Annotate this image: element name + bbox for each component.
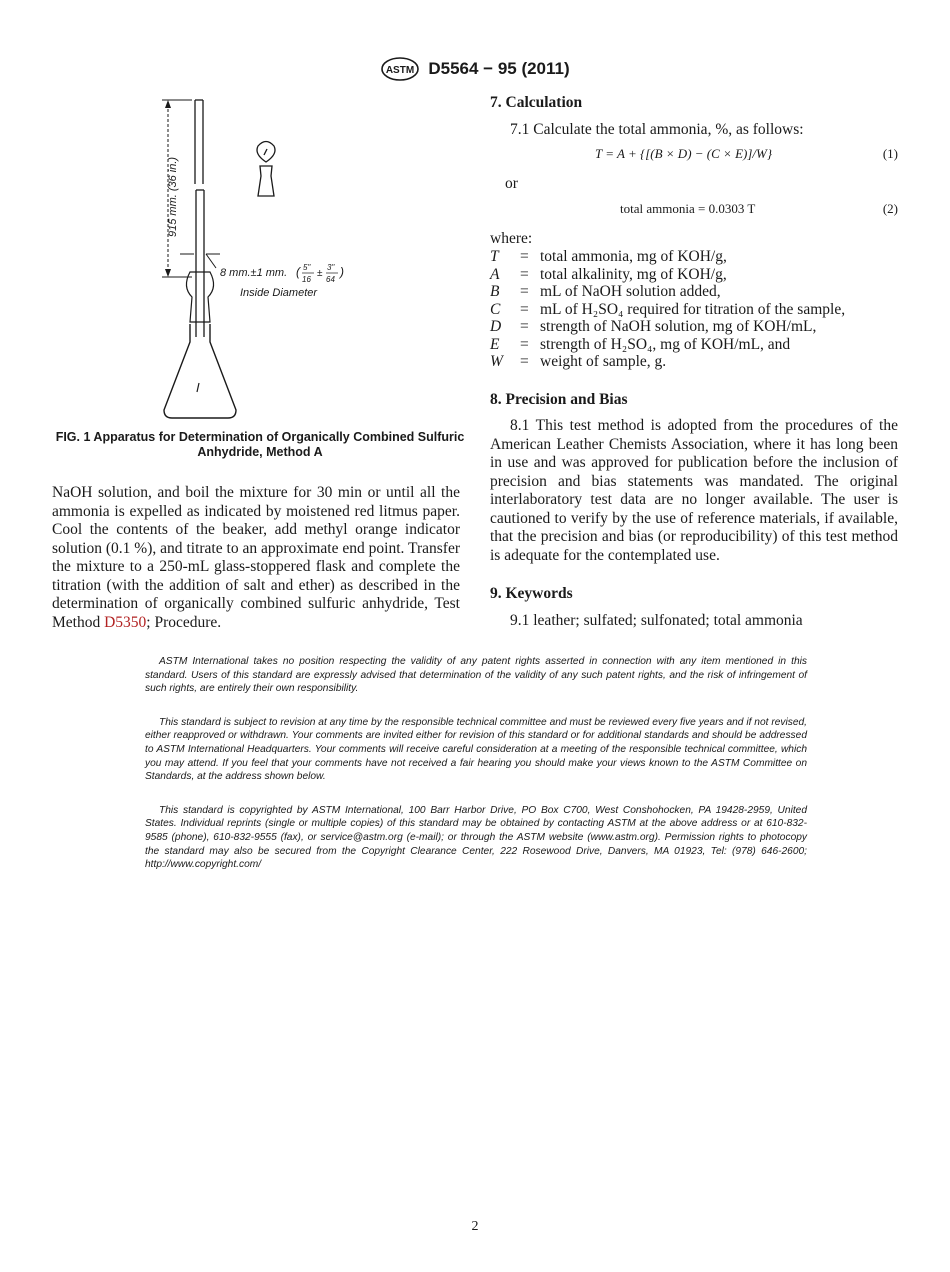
where-label: where: <box>490 229 533 247</box>
variable-definitions <box>490 248 845 371</box>
figure-caption: FIG. 1 Apparatus for Determination of Organically Combined Sulfuric Anhydride, Method A <box>55 430 465 459</box>
fraction1-numerator: 5" <box>303 263 311 272</box>
copyright-notice: This standard is copyrighted by ASTM International, 100 Barr Harbor Drive, PO Box C700, West Conshohocken, PA 19428-2959, United States. Individual reprints (single or multiple copies) of this standard may be obtained by contacting ASTM at the above address or at 610-832-9585 (phone), 610-832-9555 (fax), or service@astm.org (e-mail); or through the ASTM website (www.astm.org). Permission rights to photocopy the standard may also be secured from the Copyright Clearance Center, 222 Rosewood Drive, Danvers, MA 01923, Tel: (978) 646-2600; http://www.copyright.com/ <box>145 804 807 871</box>
equation-1 <box>490 145 898 167</box>
section-7-heading: 7. Calculation <box>490 94 583 111</box>
section-8-heading: 8. Precision and Bias <box>490 390 628 408</box>
inside-diameter-label: Inside Diameter <box>240 287 318 299</box>
stopper-shape <box>186 272 213 322</box>
condenser-tube <box>195 100 204 337</box>
astm-logo-icon <box>380 56 420 82</box>
apparatus-figure <box>120 92 380 427</box>
separate-stopper <box>257 142 275 197</box>
fraction2-denominator: 64 <box>326 275 335 284</box>
equation-2-expression: total ammonia = 0.0303 T <box>620 200 756 216</box>
right-column <box>490 94 898 630</box>
svg-text:(: ( <box>296 265 300 279</box>
paragraph-text-before: NaOH solution, and boil the mixture for 30 min or until all the ammonia is expelled as indicated by moistened red litmus paper. Cool the contents of the beaker, add methyl orange indicator solution (0.1 %), and titrate to an approximate end point. Transfer the mixture to a 250-mL glass-stoppered flask and complete the titration (with the addition of salt and ether) as described in the determination of organically combined sulfuric anhydride, Test Method <box>52 484 460 631</box>
patent-notice: ASTM International takes no position respecting the validity of any patent rights asserted in connection with any item mentioned in this standard. Users of this standard are expressly advised that determination of the validity of any such patent rights, and the risk of infringement of such rights, are entirely their own responsibility. <box>145 656 807 695</box>
logo-text: ASTM <box>386 65 415 76</box>
left-column-paragraph <box>52 484 460 632</box>
svg-text:): ) <box>340 265 344 279</box>
plus-minus-sign: ± <box>317 268 323 279</box>
fraction1-denominator: 16 <box>302 275 311 284</box>
equation-2 <box>490 200 898 222</box>
page-number: 2 <box>471 1219 479 1234</box>
definition-row: W = weight of sample, g. <box>490 353 667 370</box>
standard-code: D5564 − 95 (2011) <box>428 59 570 78</box>
length-label: 915 mm. (36 in.) <box>167 156 179 237</box>
page-header <box>0 56 950 82</box>
section-9-heading: 9. Keywords <box>490 585 573 602</box>
definition-row: B = mL of NaOH solution added, <box>490 283 721 300</box>
diameter-label: 8 mm.±1 mm. <box>220 267 288 279</box>
flask-shape <box>164 324 236 418</box>
section-7-1-paragraph: 7.1 Calculate the total ammonia, %, as follows: <box>510 120 804 138</box>
definition-row: D = strength of NaOH solution, mg of KOH/mL, <box>490 318 817 335</box>
definition-row: E = strength of H₂SO₄, mg of KOH/mL, and <box>490 335 791 353</box>
definition-row: C = mL of H₂SO₄ required for titration of the sample, <box>490 300 846 318</box>
equation-1-number: (1) <box>882 146 898 161</box>
section-9-1-paragraph: 9.1 leather; sulfated; sulfonated; total ammonia <box>510 611 803 629</box>
legal-notices <box>145 655 807 892</box>
equation-2-number: (2) <box>882 200 898 216</box>
section-8-1-paragraph: 8.1 This test method is adopted from the procedures of the American Leather Chemists Association, where it has long been in use and was approved for publication before the inclusion of precision and bias statements was mandated. The original interlaboratory test data are no longer available. The user is cautioned to verify by the use of reference materials, if available, that the precision and bias (or reproducibility) of this test method is adequate for the contemplated use. <box>490 417 898 564</box>
paragraph-text-after: ; Procedure. <box>146 613 222 631</box>
revision-notice: This standard is subject to revision at any time by the responsible technical committee and must be reviewed every five years and if not revised, either reapproved or withdrawn. Your comments are invited either for revision of this standard or for additional standards and should be addressed to ASTM International Headquarters. Your comments will receive careful consideration at a meeting of the responsible technical committee, which you may attend. If you feel that your comments have not received a fair hearing you should make your views known to the ASTM Committee on Standards, at the address shown below. <box>145 716 807 783</box>
d5350-link[interactable]: D5350 <box>104 613 147 631</box>
equation-1-expression: T = A + {[(B × D) − (C × E)]/W} <box>595 146 773 161</box>
definition-row: T = total ammonia, mg of KOH/g, <box>490 248 727 265</box>
or-text: or <box>505 175 518 192</box>
definition-row: A = total alkalinity, mg of KOH/g, <box>490 265 727 283</box>
fraction2-numerator: 3" <box>327 263 335 272</box>
